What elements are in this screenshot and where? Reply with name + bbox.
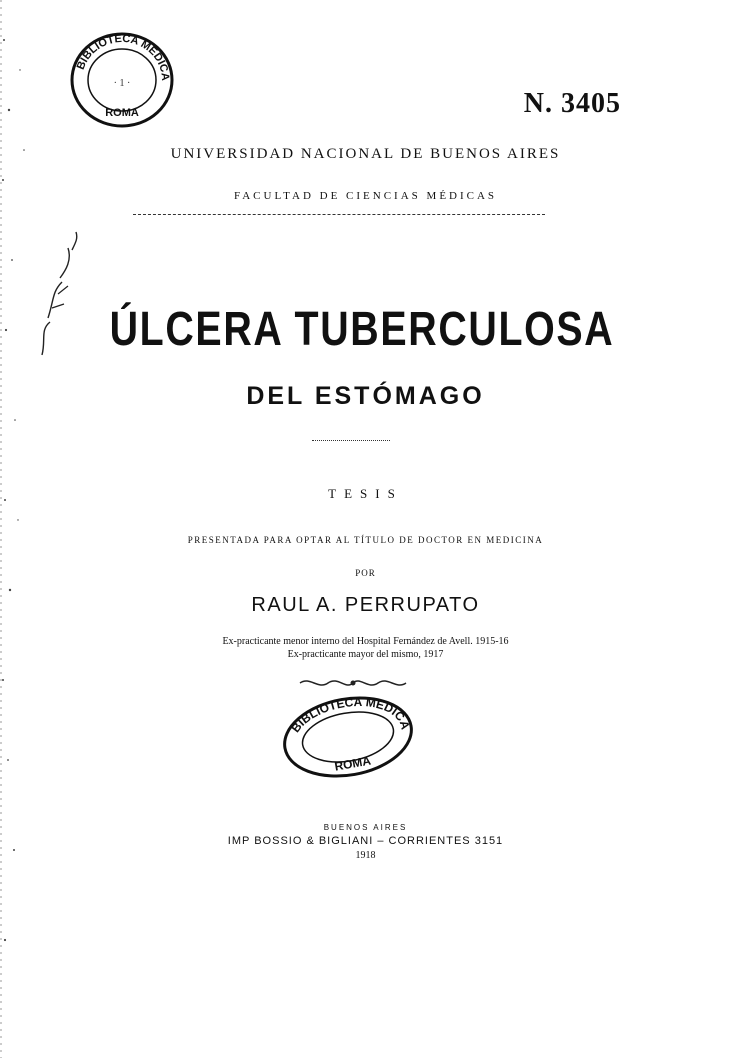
thesis-title: ÚLCERA TUBERCULOSA (109, 303, 615, 356)
divider-rule (133, 214, 545, 215)
faculty-name: FACULTAD DE CIENCIAS MÉDICAS (233, 190, 498, 202)
print-place: BUENOS AIRES (323, 823, 408, 832)
svg-text:ROMA: ROMA (333, 753, 372, 774)
document-number: N. 3405 (523, 88, 621, 119)
author-credential: Ex-practicante mayor del mismo, 1917 (287, 649, 444, 660)
printer-name: IMP BOSSIO & BIGLIANI – CORRIENTES 3151 (227, 835, 504, 847)
svg-text:ROMA: ROMA (105, 107, 139, 119)
presentation-line: PRESENTADA PARA OPTAR AL TÍTULO DE DOCTOR EN MEDICINA (187, 535, 544, 545)
author-credential: Ex-practicante menor interno del Hospital Fernández de Avell. 1915-16 (222, 636, 509, 647)
tesis-label: TESIS (328, 486, 403, 501)
svg-text:BIBLIOTECA MEDICA: BIBLIOTECA MEDICA (288, 694, 413, 736)
title-divider (312, 440, 390, 441)
por-label: POR (355, 568, 376, 578)
author-name: RAUL A. PERRUPATO (251, 594, 480, 616)
library-stamp-top (68, 30, 176, 130)
library-stamp-middle (278, 692, 418, 782)
print-year: 1918 (355, 850, 376, 861)
ornament-divider (298, 676, 408, 690)
thesis-subtitle: DEL ESTÓMAGO (246, 382, 485, 410)
university-name: UNIVERSIDAD NACIONAL DE BUENOS AIRES (170, 146, 561, 162)
svg-text:· 1 ·: · 1 · (113, 78, 131, 89)
svg-text:BIBLIOTECA MEDICA: BIBLIOTECA MEDICA (74, 32, 172, 82)
